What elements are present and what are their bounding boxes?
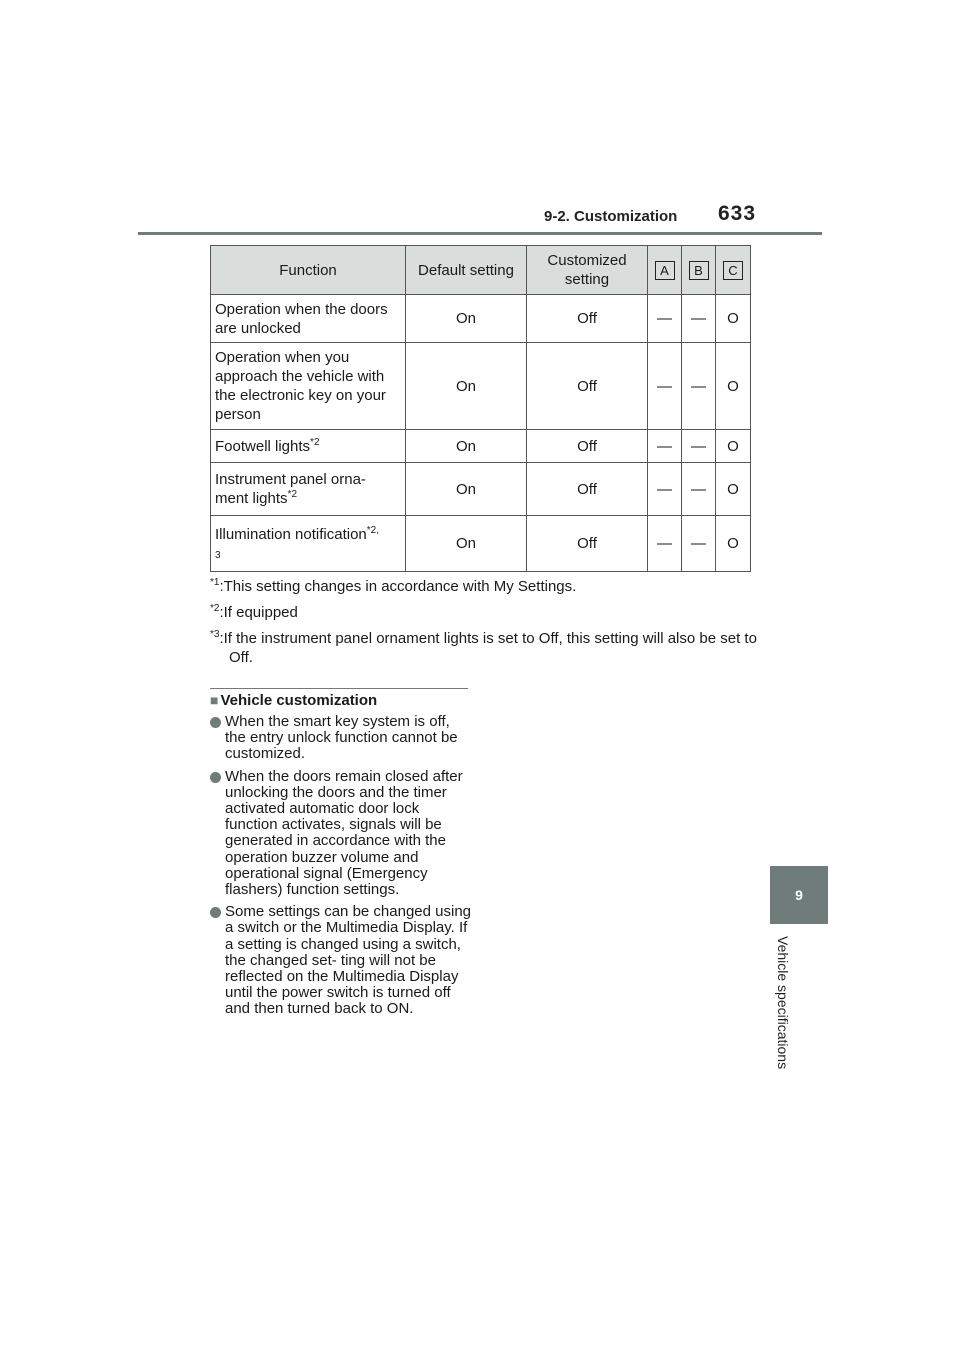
header-rule <box>138 232 822 235</box>
cell-default: On <box>406 295 527 343</box>
cell-function <box>211 343 406 430</box>
footnote-mark: *1 <box>210 577 220 588</box>
header-c <box>716 246 751 295</box>
cell-customized: Off <box>527 295 648 343</box>
section-title-text: Vehicle customization <box>220 692 378 709</box>
footnote-ref-continued: 3 <box>215 549 221 561</box>
function-line: Footwell lights <box>215 437 311 455</box>
circle-bullet-icon <box>210 717 221 728</box>
circle-bullet-icon <box>210 907 221 918</box>
list-item <box>210 904 472 1017</box>
cell-function <box>211 463 406 516</box>
cell-b: — <box>682 516 716 572</box>
cell-c: O <box>716 343 751 430</box>
footnote-mark: *2 <box>210 603 220 614</box>
chapter-tab <box>770 866 828 924</box>
chapter-number: 9 <box>795 887 803 903</box>
cell-default: On <box>406 430 527 463</box>
cell-c: O <box>716 463 751 516</box>
list-item-text: When the doors remain closed after unlocking the doors and the timer activated automatic door lock function activates, signals will be generated in accordance with the operation buzzer volume and operational signal (Emergency flashers) function settings. <box>225 767 463 899</box>
footnote-text: :If the instrument panel ornament lights is set to Off, this setting will also be set to Off. <box>219 630 757 666</box>
page-number: 633 <box>718 202 757 225</box>
table-row <box>211 516 751 572</box>
list-item <box>210 769 472 899</box>
cell-a: — <box>648 516 682 572</box>
list-item <box>210 714 472 763</box>
header-customized-setting <box>527 246 648 295</box>
function-line: person <box>215 406 261 423</box>
square-bullet-icon: ■ <box>210 692 219 708</box>
table-row <box>211 295 751 343</box>
footnotes <box>210 577 770 674</box>
cell-default: On <box>406 343 527 430</box>
footnote <box>210 577 770 596</box>
function-line: are unlocked <box>215 319 301 337</box>
cell-function <box>211 295 406 343</box>
cell-a: — <box>648 343 682 430</box>
section-title <box>210 692 377 709</box>
header-a <box>648 246 682 295</box>
section-rule <box>210 688 468 689</box>
function-line: ment lights <box>215 490 288 507</box>
header-section-title: 9-2. Customization <box>544 208 678 225</box>
footnote-text: :This setting changes in accordance with My Settings. <box>219 578 577 595</box>
function-line: the electronic key on your <box>215 387 386 404</box>
list-item-text: When the smart key system is off, the entry unlock function cannot be customized. <box>225 713 458 763</box>
header-b-box: B <box>689 261 709 280</box>
cell-customized: Off <box>527 463 648 516</box>
cell-default: On <box>406 516 527 572</box>
cell-default: On <box>406 463 527 516</box>
header-default-setting: Default setting <box>406 246 527 295</box>
cell-b: — <box>682 463 716 516</box>
cell-a: — <box>648 295 682 343</box>
function-line: Instrument panel orna- <box>215 471 366 488</box>
cell-c: O <box>716 430 751 463</box>
customization-table <box>210 245 751 572</box>
footnote <box>210 603 770 622</box>
cell-customized: Off <box>527 516 648 572</box>
function-line: Illumination notification <box>215 525 367 543</box>
cell-function <box>211 430 406 463</box>
table-row <box>211 430 751 463</box>
bullet-list <box>210 714 472 1024</box>
header-customized-line1: Customized <box>547 252 627 269</box>
list-item-text: Some settings can be changed using a switch or the Multimedia Display. If a setting is changed using a switch, the changed set- ting will not be reflected on the Multimedia Display until the power switch is turned off and then turned back to ON. <box>225 903 471 1018</box>
cell-b: — <box>682 343 716 430</box>
function-line: Operation when you <box>215 349 350 366</box>
header-function: Function <box>211 246 406 295</box>
table-row <box>211 343 751 430</box>
cell-a: — <box>648 463 682 516</box>
footnote-text: :If equipped <box>219 604 298 621</box>
function-line: approach the vehicle with <box>215 368 385 385</box>
table-header-row <box>211 246 751 295</box>
header-a-box: A <box>655 261 675 280</box>
cell-function <box>211 516 406 572</box>
cell-c: O <box>716 516 751 572</box>
cell-b: — <box>682 430 716 463</box>
chapter-label: Vehicle specifications <box>775 936 791 1070</box>
cell-c: O <box>716 295 751 343</box>
footnote <box>210 629 770 667</box>
cell-customized: Off <box>527 343 648 430</box>
function-line: Operation when the doors <box>215 300 388 318</box>
table-row <box>211 463 751 516</box>
header-b <box>682 246 716 295</box>
footnote-ref: *2 <box>287 489 297 500</box>
cell-a: — <box>648 430 682 463</box>
cell-customized: Off <box>527 430 648 463</box>
footnote-mark: *3 <box>210 629 220 640</box>
header-c-box: C <box>723 261 743 280</box>
header-customized-line2: setting <box>564 271 610 288</box>
cell-b: — <box>682 295 716 343</box>
footnote-ref: *2 <box>310 436 320 448</box>
circle-bullet-icon <box>210 772 221 783</box>
footnote-ref: *2, <box>366 524 379 536</box>
